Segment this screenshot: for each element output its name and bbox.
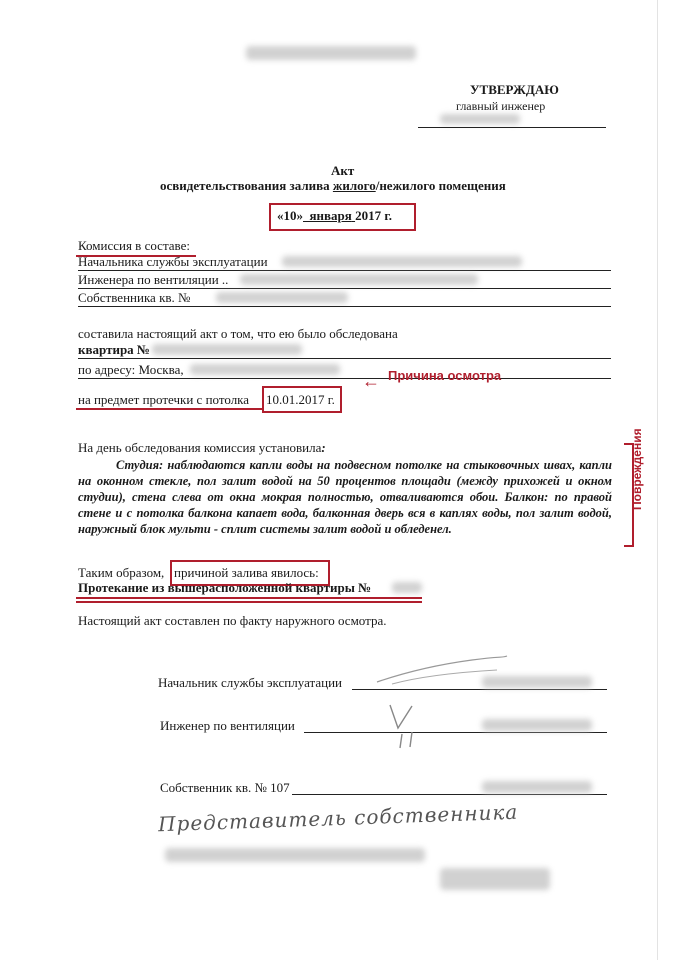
- signature-scribble-2: [380, 700, 440, 750]
- act-title: Акт: [331, 163, 355, 178]
- redacted-address: [190, 364, 340, 375]
- conclusion-boxed: причиной залива явилось:: [174, 565, 319, 580]
- reason-annotation: Причина осмотра: [388, 368, 502, 383]
- redacted-approver: [440, 114, 520, 124]
- redacted-signer-1: [482, 676, 592, 688]
- redacted-handwriting-1: [165, 848, 425, 862]
- commission-member-2: Инженера по вентиляции ..: [78, 272, 229, 287]
- findings-text: Студия: наблюдаются капли воды на подвесном потолке на стыковочных швах, капли на оконном стекле, пол залит водой на 50 процентов площади (между прихожей и окном студии), стена слева от окна мокрая полностью, отваливаются обои. Балкон: по правой стене и с потолка балкона капает вода, балконная дверь вся в каплях воды, пол залит водой, наружный блок мульти - сплит системы залит водой и обледенел.: [78, 458, 612, 536]
- handwritten-note: Представитель собственника: [157, 799, 519, 837]
- act-date: «10» января 2017 г.: [277, 208, 392, 223]
- damage-annotation: Повреждения: [630, 428, 644, 510]
- arrow-left-icon: ←: [362, 371, 380, 391]
- subject-underline: [76, 408, 262, 410]
- apartment-label: квартира №: [78, 342, 150, 357]
- cause-text: Протекание из вышерасположенной квартиры №: [78, 580, 372, 595]
- scan-edge-line: [657, 0, 658, 960]
- findings-intro: На день обследования комиссия установила:: [78, 440, 326, 455]
- approval-signature-line: [418, 127, 606, 128]
- commission-member-3: Собственника кв. №: [78, 290, 191, 305]
- signature-label-2: Инженер по вентиляции: [160, 718, 295, 733]
- conclusion-prefix: Таким образом,: [78, 565, 165, 580]
- basis-text: Настоящий акт составлен по факту наружного осмотра.: [78, 613, 387, 628]
- redacted-header: [246, 46, 416, 60]
- address-line: [78, 378, 611, 379]
- cause-underline-2: [76, 601, 422, 603]
- commission-heading: Комиссия в составе:: [78, 238, 190, 253]
- subject-text: на предмет протечки с потолка: [78, 392, 250, 407]
- address-label: по адресу: Москва,: [78, 362, 184, 377]
- signature-line-3: [292, 794, 607, 795]
- subject-date: 10.01.2017 г.: [266, 392, 335, 407]
- apartment-line: [78, 358, 611, 359]
- member-2-line: [78, 288, 611, 289]
- redacted-signer-2: [482, 719, 592, 731]
- member-1-line: [78, 270, 611, 271]
- signature-label-3: Собственник кв. № 107: [160, 780, 290, 795]
- signature-label-1: Начальник службы эксплуатации: [158, 675, 342, 690]
- redacted-member-1: [282, 256, 522, 267]
- approve-label: УТВЕРЖДАЮ: [470, 82, 559, 97]
- chief-engineer-label: главный инженер: [456, 99, 546, 113]
- redacted-handwriting-2: [440, 868, 550, 890]
- compiled-text: составила настоящий акт о том, что ею было обследована: [78, 326, 398, 341]
- act-subtitle: освидетельствования залива жилого/нежилого помещения: [160, 178, 506, 193]
- signature-line-2: [304, 732, 607, 733]
- commission-member-1: Начальника службы эксплуатации: [78, 254, 268, 269]
- redacted-apartment: [152, 344, 302, 355]
- redacted-member-3: [216, 292, 348, 303]
- redacted-member-2: [240, 274, 478, 285]
- cause-underline-1: [76, 597, 422, 599]
- redacted-signer-3: [482, 781, 592, 793]
- redacted-apartment-above: [392, 582, 422, 593]
- member-3-line: [78, 306, 611, 307]
